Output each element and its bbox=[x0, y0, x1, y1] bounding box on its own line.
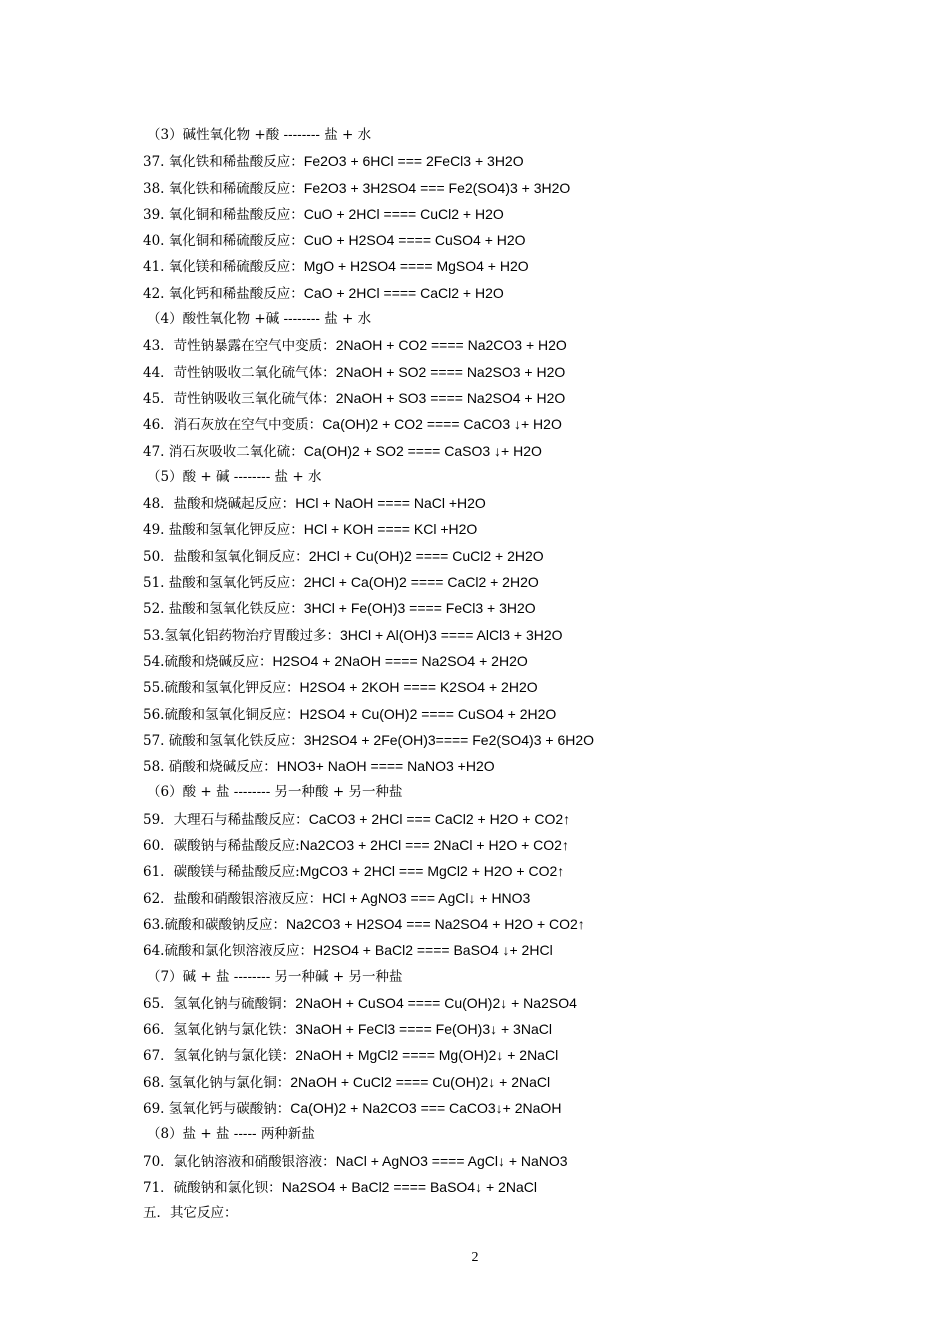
equation-row bbox=[143, 701, 903, 727]
equation-row bbox=[143, 148, 903, 174]
reaction-label: 49. 盐酸和氢氧化钾反应： bbox=[143, 522, 304, 539]
equation-row bbox=[143, 595, 903, 621]
chemical-equation: Ca(OH)2 + CO2 ==== CaCO3 ↓+ H2O bbox=[322, 416, 562, 433]
equation-row bbox=[143, 280, 903, 306]
category-heading bbox=[143, 464, 903, 490]
chemical-equation: HCl + NaOH ==== NaCl +H2O bbox=[295, 495, 486, 512]
reaction-label: 57. 硫酸和氢氧化铁反应： bbox=[143, 732, 304, 749]
equation-row bbox=[143, 359, 903, 385]
reaction-label: 44．苛性钠吸收二氧化硫气体： bbox=[143, 364, 336, 381]
chemical-equation: 3NaOH + FeCl3 ==== Fe(OH)3↓ + 3NaCl bbox=[295, 1021, 552, 1038]
reaction-label: 55.硫酸和氢氧化钾反应： bbox=[143, 680, 300, 697]
chemical-equation: Ca(OH)2 + Na2CO3 === CaCO3↓+ 2NaOH bbox=[290, 1099, 562, 1116]
chemical-equation: CaO + 2HCl ==== CaCl2 + H2O bbox=[303, 284, 504, 301]
chemical-equation: HCl + KOH ==== KCl +H2O bbox=[303, 521, 478, 538]
equation-row bbox=[143, 885, 903, 911]
equation-row bbox=[143, 911, 903, 937]
reaction-label: 70．氯化钠溶液和硝酸银溶液： bbox=[143, 1153, 336, 1170]
chemical-equation: 2NaOH + CO2 ==== Na2CO3 + H2O bbox=[335, 337, 567, 354]
chemical-equation: HCl + AgNO3 === AgCl↓ + HNO3 bbox=[322, 889, 531, 906]
reaction-label: 67．氢氧化钠与氯化镁： bbox=[143, 1048, 296, 1065]
reaction-label: 65．氢氧化钠与硫酸铜： bbox=[143, 995, 296, 1012]
equation-row bbox=[143, 543, 903, 569]
reaction-label: 37. 氧化铁和稀盐酸反应： bbox=[143, 154, 304, 171]
reaction-label: 40. 氧化铜和稀硫酸反应： bbox=[143, 233, 304, 250]
reaction-label: 48．盐酸和烧碱起反应： bbox=[143, 496, 296, 513]
equation-row bbox=[143, 753, 903, 779]
chemical-equation: H2SO4 + Cu(OH)2 ==== CuSO4 + 2H2O bbox=[299, 705, 557, 722]
reaction-label: 59．大理石与稀盐酸反应： bbox=[143, 811, 309, 828]
equation-row bbox=[143, 332, 903, 358]
reaction-label: 56.硫酸和氢氧化铜反应： bbox=[143, 706, 300, 723]
equation-row bbox=[143, 385, 903, 411]
chemical-equation: CuO + 2HCl ==== CuCl2 + H2O bbox=[303, 205, 504, 222]
chemical-equation: 2NaOH + SO3 ==== Na2SO4 + H2O bbox=[335, 389, 566, 406]
reaction-label: 42. 氧化钙和稀盐酸反应： bbox=[143, 285, 304, 302]
heading-text: （3）碱性氧化物 +酸 -------- 盐 + 水 bbox=[147, 127, 372, 143]
chemical-equation: Ca(OH)2 + SO2 ==== CaSO3 ↓+ H2O bbox=[303, 442, 542, 459]
equation-row bbox=[143, 411, 903, 437]
reaction-label: 43．苛性钠暴露在空气中变质： bbox=[143, 338, 336, 355]
chemical-equation: 2NaOH + CuCl2 ==== Cu(OH)2↓ + 2NaCl bbox=[290, 1073, 551, 1090]
reaction-label: 63.硫酸和碳酸钠反应： bbox=[143, 916, 286, 933]
equation-row bbox=[143, 622, 903, 648]
reaction-label: 66．氢氧化钠与氯化铁： bbox=[143, 1022, 296, 1039]
reaction-label: 51. 盐酸和氢氧化钙反应： bbox=[143, 575, 304, 592]
reaction-label: 54.硫酸和烧碱反应： bbox=[143, 653, 273, 670]
chemical-equation: Na2CO3 + 2HCl === 2NaCl + H2O + CO2↑ bbox=[299, 837, 569, 854]
heading-text: 五．其它反应： bbox=[143, 1205, 238, 1222]
reaction-label: 50．盐酸和氢氧化铜反应： bbox=[143, 548, 309, 565]
equation-row bbox=[143, 569, 903, 595]
reaction-label: 69. 氢氧化钙与碳酸钠： bbox=[143, 1100, 291, 1117]
heading-text: （6）酸 + 盐 -------- 另一种酸 + 另一种盐 bbox=[147, 784, 403, 801]
reaction-label: 46．消石灰放在空气中变质： bbox=[143, 417, 323, 434]
chemical-equation: MgO + H2SO4 ==== MgSO4 + H2O bbox=[303, 258, 529, 275]
chemical-equation: 3HCl + Fe(OH)3 ==== FeCl3 + 3H2O bbox=[303, 600, 536, 617]
heading-text: （5）酸 + 碱 -------- 盐 + 水 bbox=[147, 468, 322, 485]
equation-row bbox=[143, 858, 903, 884]
chemical-equation: 2HCl + Cu(OH)2 ==== CuCl2 + 2H2O bbox=[308, 547, 544, 564]
equation-row bbox=[143, 806, 903, 832]
equation-row bbox=[143, 1042, 903, 1068]
reaction-label: 62．盐酸和硝酸银溶液反应： bbox=[143, 890, 323, 907]
equation-row bbox=[143, 253, 903, 279]
heading-text: （8）盐 + 盐 ----- 两种新盐 bbox=[147, 1126, 315, 1143]
category-heading bbox=[143, 1121, 903, 1147]
equation-row bbox=[143, 227, 903, 253]
section-heading bbox=[143, 1200, 903, 1226]
chemical-equation: 3HCl + Al(OH)3 ==== AlCl3 + 3H2O bbox=[339, 626, 563, 643]
chemical-equation: 3H2SO4 + 2Fe(OH)3==== Fe2(SO4)3 + 6H2O bbox=[303, 731, 595, 748]
equation-row bbox=[143, 516, 903, 542]
chemical-equation: HNO3+ NaOH ==== NaNO3 +H2O bbox=[276, 758, 495, 775]
chemical-equation: 2NaOH + SO2 ==== Na2SO3 + H2O bbox=[335, 363, 566, 380]
chemical-equation: H2SO4 + 2NaOH ==== Na2SO4 + 2H2O bbox=[272, 652, 528, 669]
reaction-label: 38. 氧化铁和稀硫酸反应： bbox=[143, 180, 304, 197]
equation-row bbox=[143, 1095, 903, 1121]
chemical-equation: Na2CO3 + H2SO4 === Na2SO4 + H2O + CO2↑ bbox=[285, 915, 585, 932]
equation-row bbox=[143, 1174, 903, 1200]
equation-row bbox=[143, 937, 903, 963]
category-heading bbox=[143, 964, 903, 990]
chemical-equation: H2SO4 + BaCl2 ==== BaSO4 ↓+ 2HCl bbox=[312, 942, 553, 959]
reaction-label: 47. 消石灰吸收二氧化硫： bbox=[143, 443, 304, 460]
equation-row bbox=[143, 175, 903, 201]
chemical-equation: H2SO4 + 2KOH ==== K2SO4 + 2H2O bbox=[299, 679, 538, 696]
equation-row bbox=[143, 674, 903, 700]
category-heading bbox=[143, 306, 903, 332]
heading-text: （7）碱 + 盐 -------- 另一种碱 + 另一种盐 bbox=[147, 968, 403, 985]
chemical-equation: CaCO3 + 2HCl === CaCl2 + H2O + CO2↑ bbox=[308, 810, 571, 827]
reaction-label: 53.氢氧化铝药物治疗胃酸过多： bbox=[143, 627, 340, 644]
reaction-label: 71．硫酸钠和氯化钡： bbox=[143, 1179, 282, 1196]
reaction-label: 52. 盐酸和氢氧化铁反应： bbox=[143, 601, 304, 618]
reaction-label: 64.硫酸和氯化钡溶液反应： bbox=[143, 943, 313, 960]
equation-row bbox=[143, 1069, 903, 1095]
chemical-equation: 2HCl + Ca(OH)2 ==== CaCl2 + 2H2O bbox=[303, 574, 539, 591]
equation-list bbox=[143, 122, 903, 1226]
reaction-label: 68. 氢氧化钠与氯化铜： bbox=[143, 1074, 291, 1091]
equation-row bbox=[143, 832, 903, 858]
chemical-equation: 2NaOH + MgCl2 ==== Mg(OH)2↓ + 2NaCl bbox=[295, 1047, 559, 1064]
equation-row bbox=[143, 727, 903, 753]
reaction-label: 41. 氧化镁和稀硫酸反应： bbox=[143, 259, 304, 276]
reaction-label: 61．碳酸镁与稀盐酸反应: bbox=[143, 864, 300, 881]
equation-row bbox=[143, 438, 903, 464]
equation-row bbox=[143, 1016, 903, 1042]
heading-text: （4）酸性氧化物 +碱 -------- 盐 + 水 bbox=[147, 311, 372, 328]
reaction-label: 39. 氧化铜和稀盐酸反应： bbox=[143, 206, 304, 223]
reaction-label: 60．碳酸钠与稀盐酸反应: bbox=[143, 838, 300, 855]
reaction-label: 58. 硝酸和烧碱反应： bbox=[143, 759, 277, 776]
page-number: 2 bbox=[471, 1250, 479, 1265]
chemical-equation: Fe2O3 + 3H2SO4 === Fe2(SO4)3 + 3H2O bbox=[303, 179, 571, 196]
chemical-equation: MgCO3 + 2HCl === MgCl2 + H2O + CO2↑ bbox=[299, 863, 565, 880]
chemical-equation: NaCl + AgNO3 ==== AgCl↓ + NaNO3 bbox=[335, 1152, 568, 1169]
equation-row bbox=[143, 201, 903, 227]
chemical-equation: Na2SO4 + BaCl2 ==== BaSO4↓ + 2NaCl bbox=[281, 1178, 537, 1195]
chemical-equation: Fe2O3 + 6HCl === 2FeCl3 + 3H2O bbox=[303, 153, 524, 170]
equation-row bbox=[143, 490, 903, 516]
chemical-equation: 2NaOH + CuSO4 ==== Cu(OH)2↓ + Na2SO4 bbox=[295, 994, 577, 1011]
category-heading bbox=[143, 122, 903, 148]
chemical-equation: CuO + H2SO4 ==== CuSO4 + H2O bbox=[303, 232, 526, 249]
reaction-label: 45．苛性钠吸收三氧化硫气体： bbox=[143, 390, 336, 407]
equation-row bbox=[143, 990, 903, 1016]
category-heading bbox=[143, 779, 903, 805]
equation-row bbox=[143, 648, 903, 674]
equation-row bbox=[143, 1148, 903, 1174]
